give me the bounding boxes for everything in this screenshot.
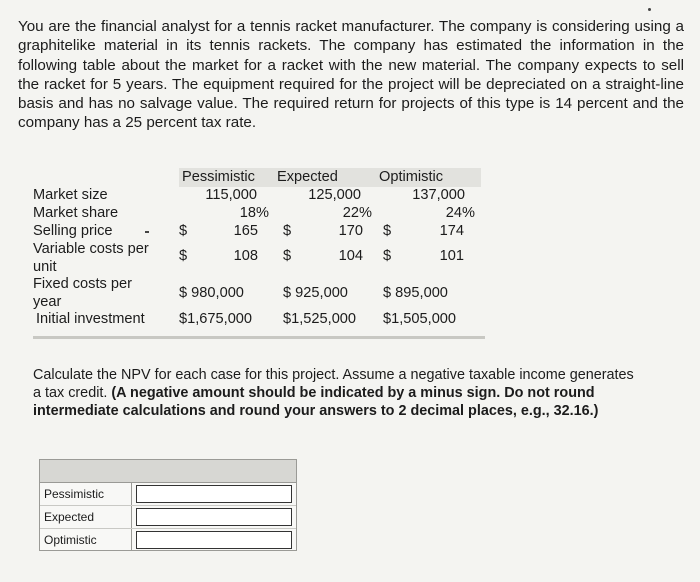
answer-label-optimistic: Optimistic (40, 529, 132, 551)
row-label-fixed-costs-line2: year (33, 294, 62, 310)
header-optimistic: Optimistic (379, 169, 444, 185)
variable-costs-currency-3: $ (383, 248, 392, 264)
market-size-pessimistic: 115,000 (205, 187, 257, 203)
fixed-costs-expected: $ 925,000 (283, 285, 348, 301)
row-label-market-size: Market size (33, 187, 108, 203)
market-share-expected: 22% (342, 205, 372, 221)
market-share-pessimistic: 18% (239, 205, 269, 221)
variable-costs-currency-1: $ (179, 248, 188, 264)
selling-price-currency-2: $ (283, 223, 292, 239)
selling-price-optimistic: 174 (439, 223, 464, 239)
variable-costs-pessimistic: 108 (233, 248, 258, 264)
npv-input-expected[interactable] (136, 508, 292, 526)
stray-dot (648, 8, 651, 11)
answer-table-header (40, 460, 296, 483)
header-expected: Expected (277, 169, 338, 185)
row-label-initial-investment: Initial investment (36, 311, 145, 327)
initial-investment-expected: $1,525,000 (283, 311, 357, 327)
selling-price-currency-1: $ (179, 223, 188, 239)
selling-price-expected: 170 (338, 223, 363, 239)
selling-price-currency-3: $ (383, 223, 392, 239)
row-label-market-share: Market share (33, 205, 119, 221)
header-pessimistic: Pessimistic (182, 169, 255, 185)
row-label-selling-price: Selling price (33, 223, 113, 239)
stray-mark (145, 231, 149, 233)
row-label-variable-costs-line1: Variable costs per (33, 241, 149, 257)
problem-statement: You are the financial analyst for a tennis racket manufacturer. The company is considering using a graphitelike material in its tennis rackets. The company has estimated the information in the following table about the market for a racket with the new material. The company expects to sell the racket for 5 years. The equipment required for the project will be depreciated on a straight-line basis and has no salvage value. The required return for projects of this type is 14 percent and the company has a 25 percent tax rate. (18, 18, 684, 132)
variable-costs-expected: 104 (338, 248, 363, 264)
answer-row-expected (40, 506, 296, 529)
initial-investment-optimistic: $1,505,000 (383, 311, 457, 327)
npv-input-optimistic[interactable] (136, 531, 292, 549)
npv-input-pessimistic[interactable] (136, 485, 292, 503)
variable-costs-optimistic: 101 (439, 248, 464, 264)
row-label-variable-costs-line2: unit (33, 259, 57, 275)
npv-answer-table (39, 459, 297, 551)
question-instructions: (A negative amount should be indicated by a minus sign. Do not round intermediate calculations and round your answers to 2 decimal places, e.g., 32.16.) (33, 385, 599, 419)
fixed-costs-optimistic: $ 895,000 (383, 285, 448, 301)
row-label-fixed-costs-line1: Fixed costs per (33, 276, 132, 292)
question-text (33, 366, 643, 420)
selling-price-pessimistic: 165 (233, 223, 258, 239)
variable-costs-currency-2: $ (283, 248, 292, 264)
fixed-costs-pessimistic: $ 980,000 (179, 285, 244, 301)
market-size-optimistic: 137,000 (412, 187, 465, 203)
table-bottom-rule (33, 336, 485, 339)
answer-row-pessimistic (40, 483, 296, 506)
initial-investment-pessimistic: $1,675,000 (179, 311, 253, 327)
market-share-optimistic: 24% (445, 205, 475, 221)
market-size-expected: 125,000 (308, 187, 361, 203)
question-plain: Calculate the NPV for each case for this project. Assume a negative taxable income generates a tax credit. (33, 367, 634, 401)
answer-label-expected: Expected (40, 506, 132, 528)
answer-row-optimistic (40, 529, 296, 551)
answer-label-pessimistic: Pessimistic (40, 483, 132, 505)
